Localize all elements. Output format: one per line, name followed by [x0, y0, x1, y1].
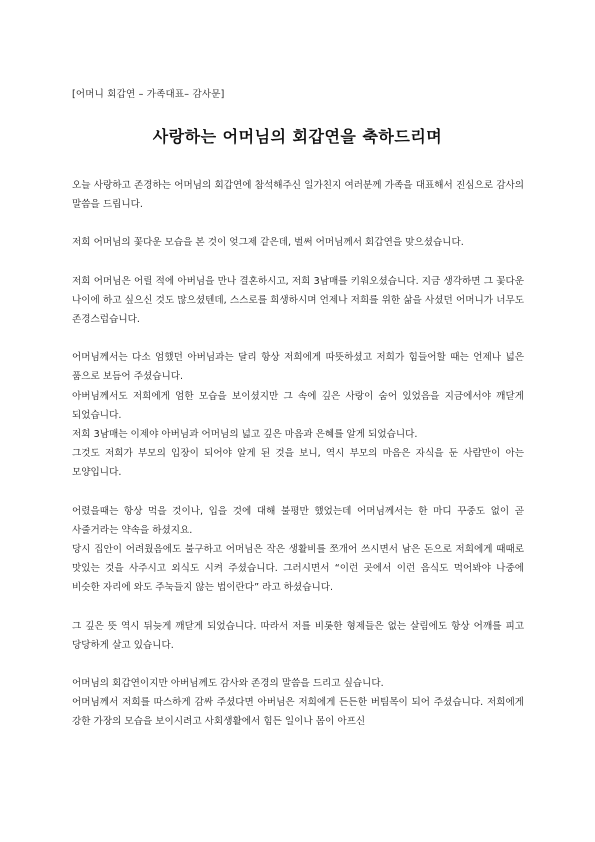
document-header: [어머니 회갑연 – 가족대표– 감사문] — [72, 89, 225, 100]
paragraph-realization: 그 깊은 뜻 역시 뒤늦게 깨닫게 되었습니다. 따라서 저를 비롯한 형제들은 없는 살림에도 항상 어깨를 피고 당당하게 살고 있습니다. — [72, 620, 524, 651]
paragraph-gap — [72, 655, 524, 674]
paragraph-support: 어머님께서 저희를 따스하게 감싸 주셨다면 아버님은 저희에게 든든한 버팀목이 되어 주셨습니다. 저희에게 강한 가장의 모습을 보이시려고 사회생활에서 힘든 일이나 몸이 아프신 — [72, 697, 524, 728]
paragraph-father-love: 아버님께서도 저희에게 엄한 모습을 보이셨지만 그 속에 깊은 사랑이 숨어 있었음을 지금에서야 깨닫게 되었습니다. — [72, 390, 524, 421]
document-title: 사랑하는 어머님의 회갑연을 축하드리며 — [152, 127, 443, 146]
paragraph-gap — [72, 329, 524, 348]
paragraph-siblings: 저희 3남매는 이제야 아버님과 어머님의 넓고 깊은 마음과 은혜를 알게 되었습니다. — [72, 429, 418, 441]
paragraph-gap — [72, 598, 524, 617]
paragraph-outings: 당시 집안이 어려웠음에도 불구하고 어머님은 작은 생활비를 쪼개어 쓰시면서 남은 돈으로 저희에게 때때로 맛있는 것을 사주시고 외식도 시켜 주셨습니다. 그러시면서 “이런 곳에서 이런 음식도 먹어봐야 나중에 비슷한 자리에 와도 주눅들지 않는 법이란다” 라고 하셨습니다. — [72, 544, 524, 594]
paragraph-gap — [72, 483, 524, 502]
paragraph-greeting: 오늘 사랑하고 존경하는 어머님의 회갑연에 참석해주신 일가친지 여러분께 가족을 대표해서 진심으로 감사의 말씀을 드립니다. — [72, 180, 524, 211]
paragraph-memory: 저희 어머님의 꽃다운 모습을 본 것이 엊그제 같은데, 벌써 어머님께서 회갑연을 맞으셨습니다. — [72, 237, 464, 249]
paragraph-warmth: 어머님께서는 다소 엄했던 아버님과는 달리 항상 저희에게 따뜻하셨고 저희가 힘들어할 때는 언제나 넓은 품으로 보듬어 주셨습니다. — [72, 352, 524, 383]
paragraph-gap — [72, 214, 524, 233]
paragraph-thanks-father: 어머님의 회갑연이지만 아버님께도 감사와 존경의 말씀을 드리고 싶습니다. — [72, 678, 384, 690]
paragraph-sacrifice: 저희 어머님은 어릴 적에 아버님을 만나 결혼하시고, 저희 3남매를 키워오셨습니다. 지금 생각하면 그 꽃다운 나이에 하고 싶으신 것도 많으셨텐데, 스스로를 희생하시며 언제나 저희를 위한 삶을 사셨던 어머니가 너무도 존경스럽습니다. — [72, 275, 524, 326]
paragraph-parenthood: 그것도 저희가 부모의 입장이 되어야 알게 된 것을 보니, 역시 부모의 마음은 자식을 둔 사람만이 아는 모양입니다. — [72, 448, 524, 479]
document-body — [72, 176, 524, 732]
paragraph-gap — [72, 253, 524, 272]
paragraph-childhood: 어렸을때는 항상 먹을 것이나, 입을 것에 대해 불평만 했었는데 어머님께서는 한 마디 꾸중도 없이 곧 사줄거라는 약속을 하셨지요. — [72, 505, 524, 536]
